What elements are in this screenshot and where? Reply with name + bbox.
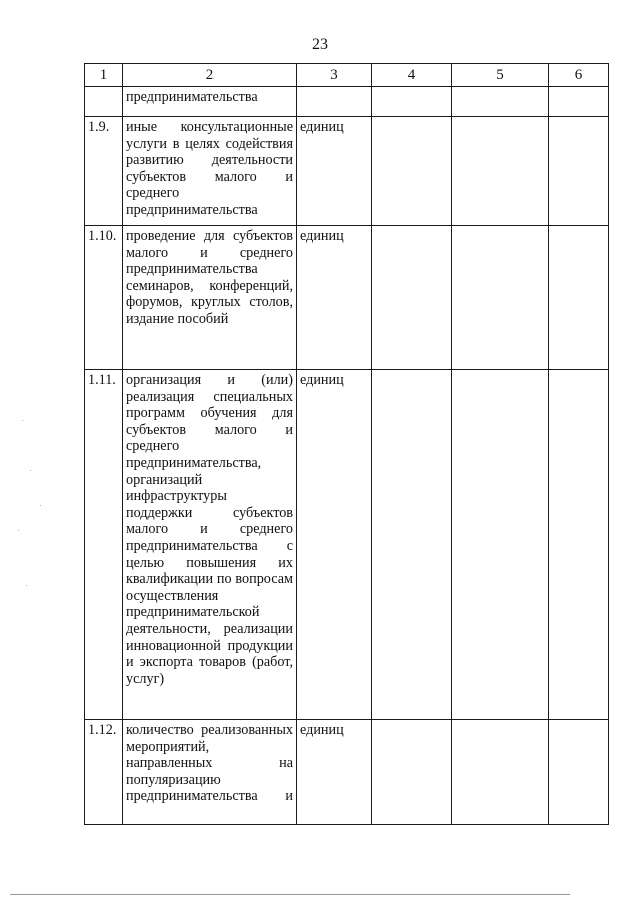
row-number <box>85 87 123 117</box>
header-col-2: 2 <box>123 64 297 87</box>
row-col-5 <box>452 226 549 370</box>
scan-artifact-line <box>10 894 570 895</box>
row-number: 1.9. <box>85 117 123 226</box>
scan-speck <box>22 420 23 421</box>
row-col-5 <box>452 720 549 825</box>
header-col-3: 3 <box>297 64 372 87</box>
row-unit: единиц <box>297 226 372 370</box>
table-row <box>85 87 609 117</box>
row-col-5 <box>452 370 549 720</box>
row-description: предпринимательства <box>123 87 297 117</box>
row-number: 1.11. <box>85 370 123 720</box>
header-col-6: 6 <box>549 64 609 87</box>
row-col-6 <box>549 87 609 117</box>
row-number: 1.10. <box>85 226 123 370</box>
row-unit: единиц <box>297 117 372 226</box>
row-description: организация и (или) реализация специальных программ обучения для субъектов малого и среднего предпринимательства, организаций инфраструктуры поддержки субъектов малого и среднего предпринимательства с целью повышения их квалификации по вопросам осуществления предпринимательской деятельности, реализации инновационной продукции и экспорта товаров (работ, услуг) <box>123 370 297 720</box>
row-col-4 <box>372 117 452 226</box>
row-col-6 <box>549 720 609 825</box>
row-col-6 <box>549 226 609 370</box>
row-col-4 <box>372 720 452 825</box>
table-row <box>85 720 609 825</box>
row-col-5 <box>452 87 549 117</box>
row-unit <box>297 87 372 117</box>
scan-speck <box>18 530 19 531</box>
row-col-6 <box>549 117 609 226</box>
header-col-5: 5 <box>452 64 549 87</box>
header-row <box>85 64 609 87</box>
scan-speck <box>40 505 41 506</box>
page-number: 23 <box>312 36 328 53</box>
row-col-6 <box>549 370 609 720</box>
header-col-4: 4 <box>372 64 452 87</box>
row-col-5 <box>452 117 549 226</box>
table-row <box>85 370 609 720</box>
row-description: иные консультационные услуги в целях содействия развитию деятельности субъектов малого и среднего предпринимательства <box>123 117 297 226</box>
row-description: проведение для субъектов малого и среднего предпринимательства семинаров, конференций, форумов, круглых столов, издание пособий <box>123 226 297 370</box>
indicators-table <box>84 63 609 825</box>
scan-speck <box>26 585 27 586</box>
header-col-1: 1 <box>85 64 123 87</box>
row-number: 1.12. <box>85 720 123 825</box>
row-col-4 <box>372 370 452 720</box>
row-col-4 <box>372 226 452 370</box>
table-row <box>85 226 609 370</box>
row-unit: единиц <box>297 370 372 720</box>
scan-speck <box>30 470 31 471</box>
row-description: количество реализованных мероприятий, направленных на популяризацию предпринимательства и <box>123 720 297 825</box>
table-row <box>85 117 609 226</box>
row-col-4 <box>372 87 452 117</box>
row-unit: единиц <box>297 720 372 825</box>
